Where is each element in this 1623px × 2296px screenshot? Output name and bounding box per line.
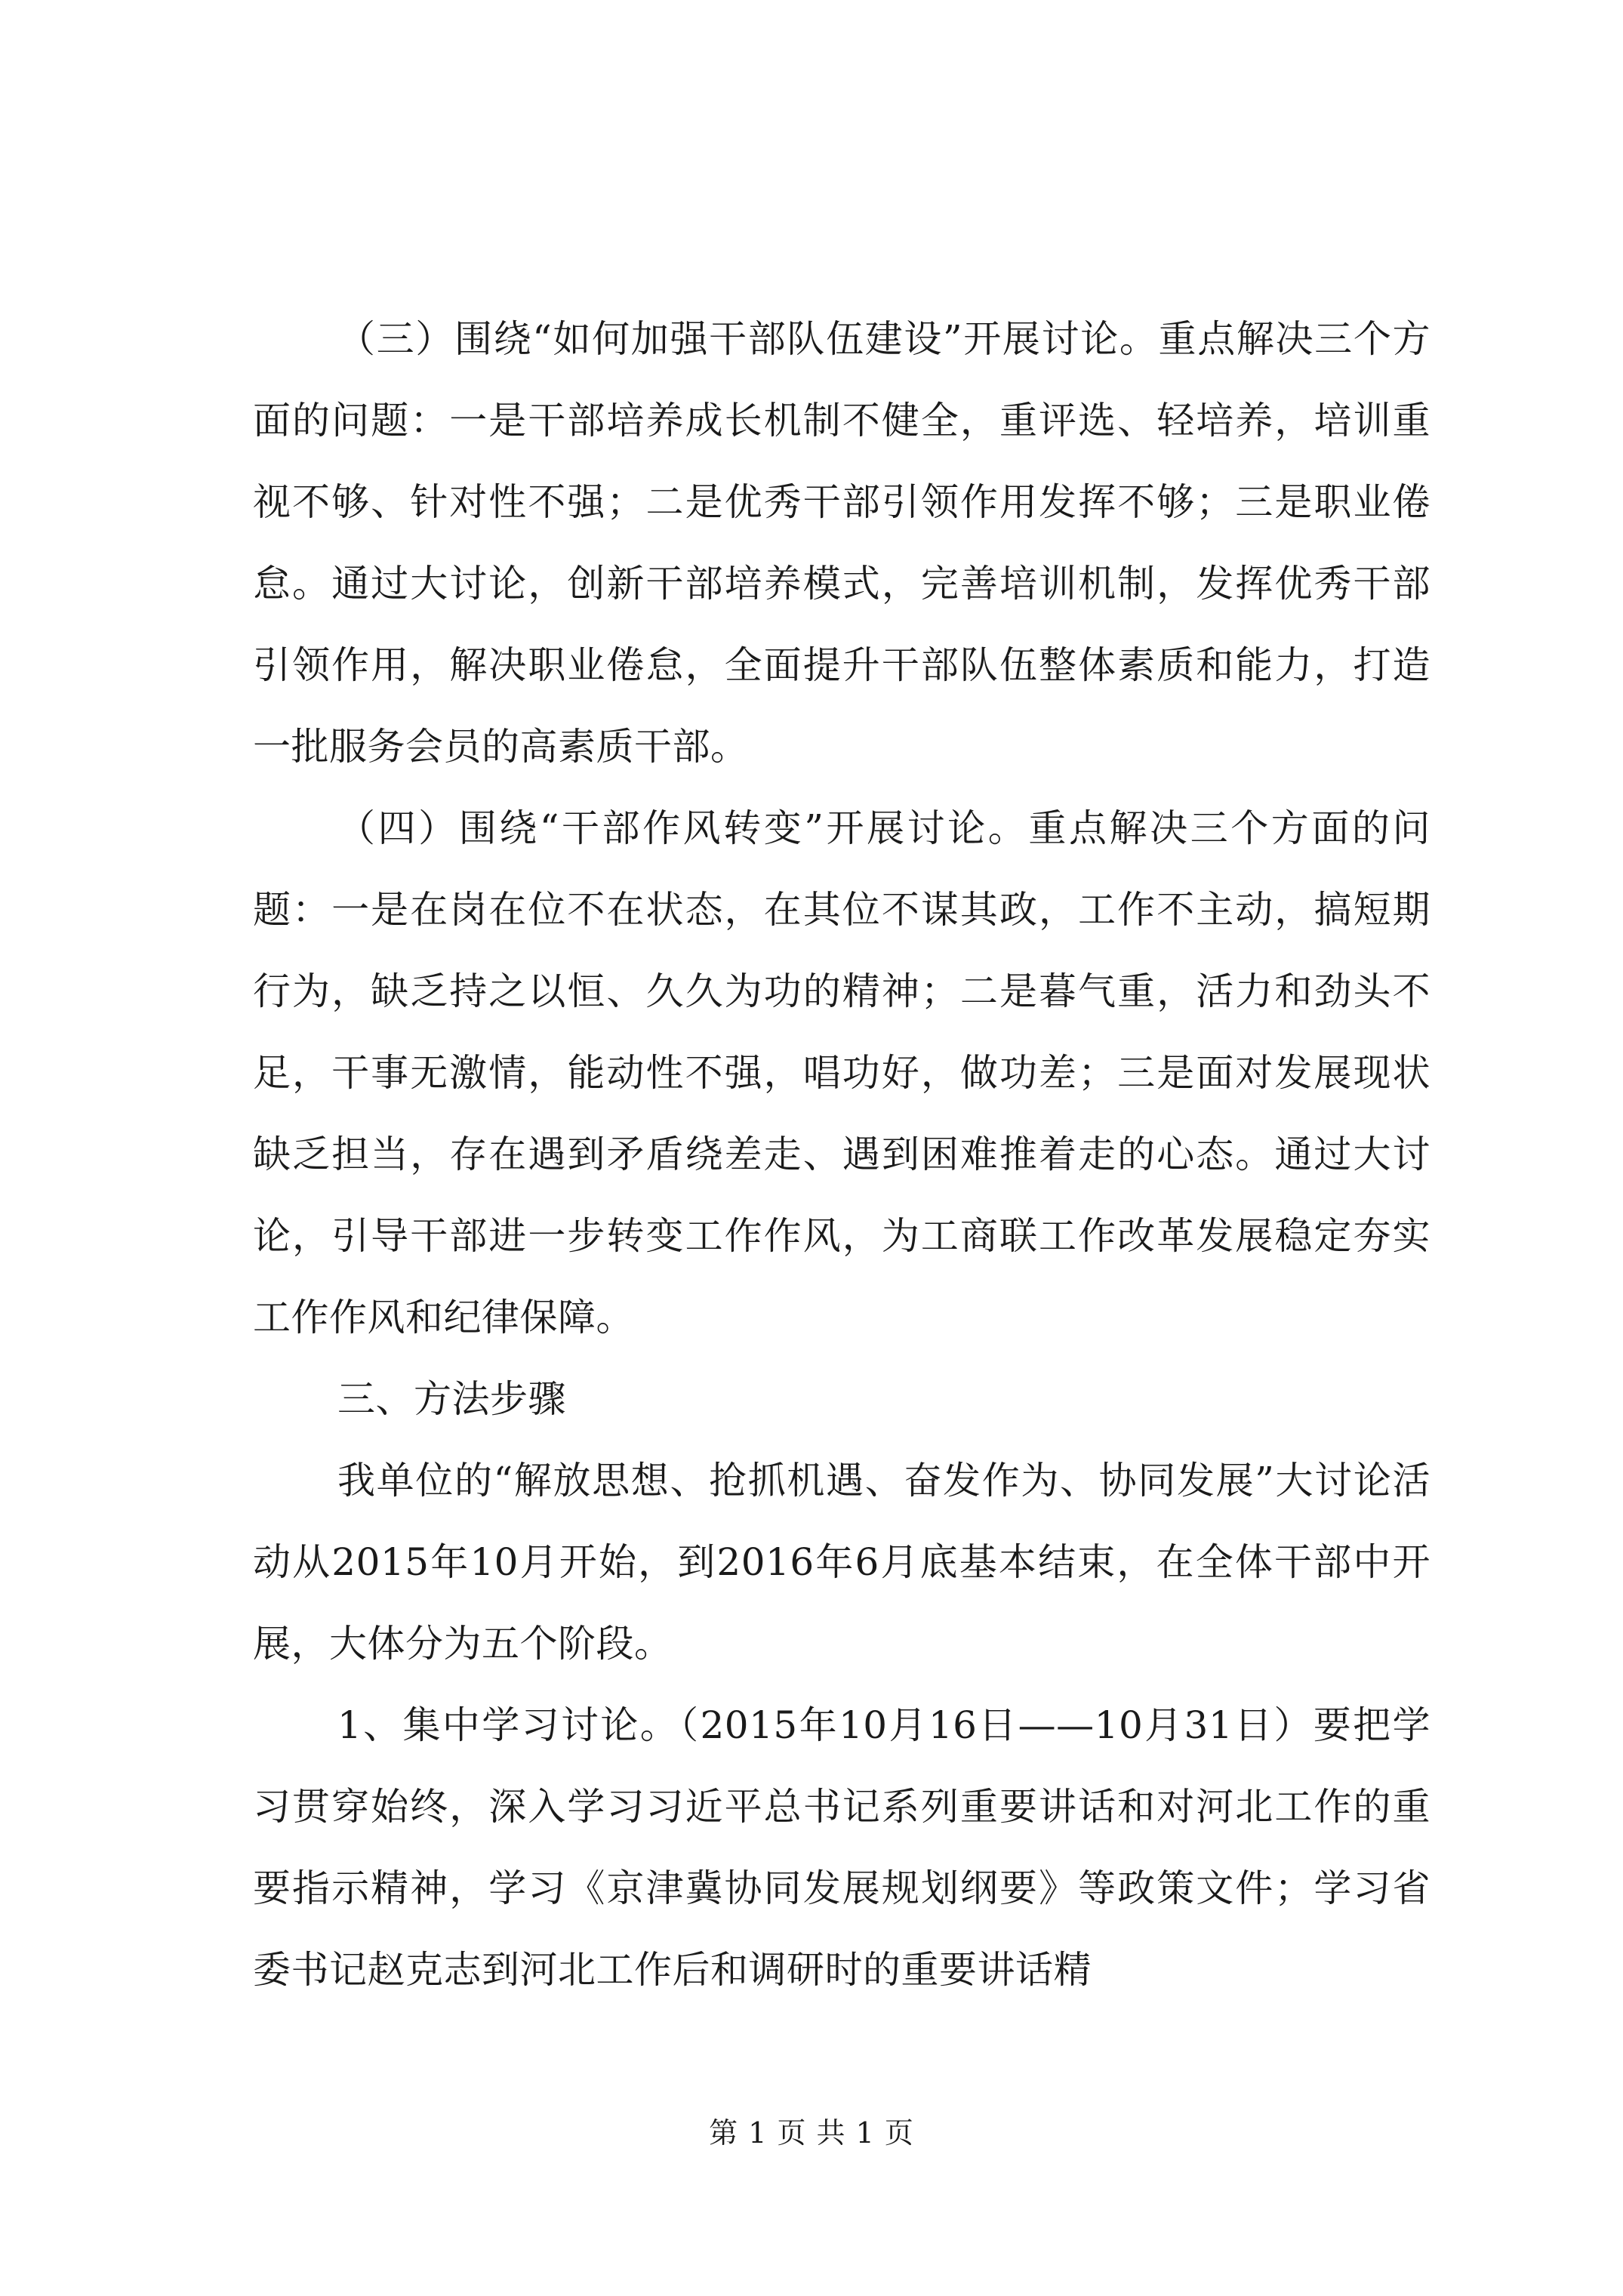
paragraph-three-cadre-building: （三）围绕“如何加强干部队伍建设”开展讨论。重点解决三个方面的问题：一是干部培养成长机制不健全，重评选、轻培养，培训重视不够、针对性不强；二是优秀干部引领作用发挥不够；三是职业倦怠。通过大讨论，创新干部培养模式，完善培训机制，发挥优秀干部引领作用，解决职业倦怠，全面提升干部队伍整体素质和能力，打造一批服务会员的高素质干部。 [253, 317, 1431, 769]
page-footer: 第 1 页 共 1 页 [709, 2116, 914, 2150]
section-heading-method-steps: 三、方法步骤 [337, 1377, 566, 1421]
paragraph-four-work-style: （四）围绕“干部作风转变”开展讨论。重点解决三个方面的问题：一是在岗在位不在状态，在其位不谋其政，工作不主动，搞短期行为，缺乏持之以恒、久久为功的精神；二是暮气重，活力和劲头不足，干事无激情，能动性不强，唱功好，做功差；三是面对发展现状缺乏担当，存在遇到矛盾绕差走、遇到困难推着走的心态。通过大讨论，引导干部进一步转变工作作风，为工商联工作改革发展稳定夯实工作作风和纪律保障。 [253, 806, 1431, 1339]
paragraph-step-one-study: 1、集中学习讨论。（2015年10月16日——10月31日）要把学习贯穿始终，深入学习习近平总书记系列重要讲话和对河北工作的重要指示精神，学习《京津冀协同发展规划纲要》等政策文件；学习省委书记赵克志到河北工作后和调研时的重要讲话精 [253, 1703, 1431, 1992]
document-body [253, 298, 1431, 2011]
paragraph-activity-overview: 我单位的“解放思想、抢抓机遇、奋发作为、协同发展”大讨论活动从2015年10月开始，到2016年6月底基本结束，在全体干部中开展，大体分为五个阶段。 [253, 1459, 1431, 1666]
